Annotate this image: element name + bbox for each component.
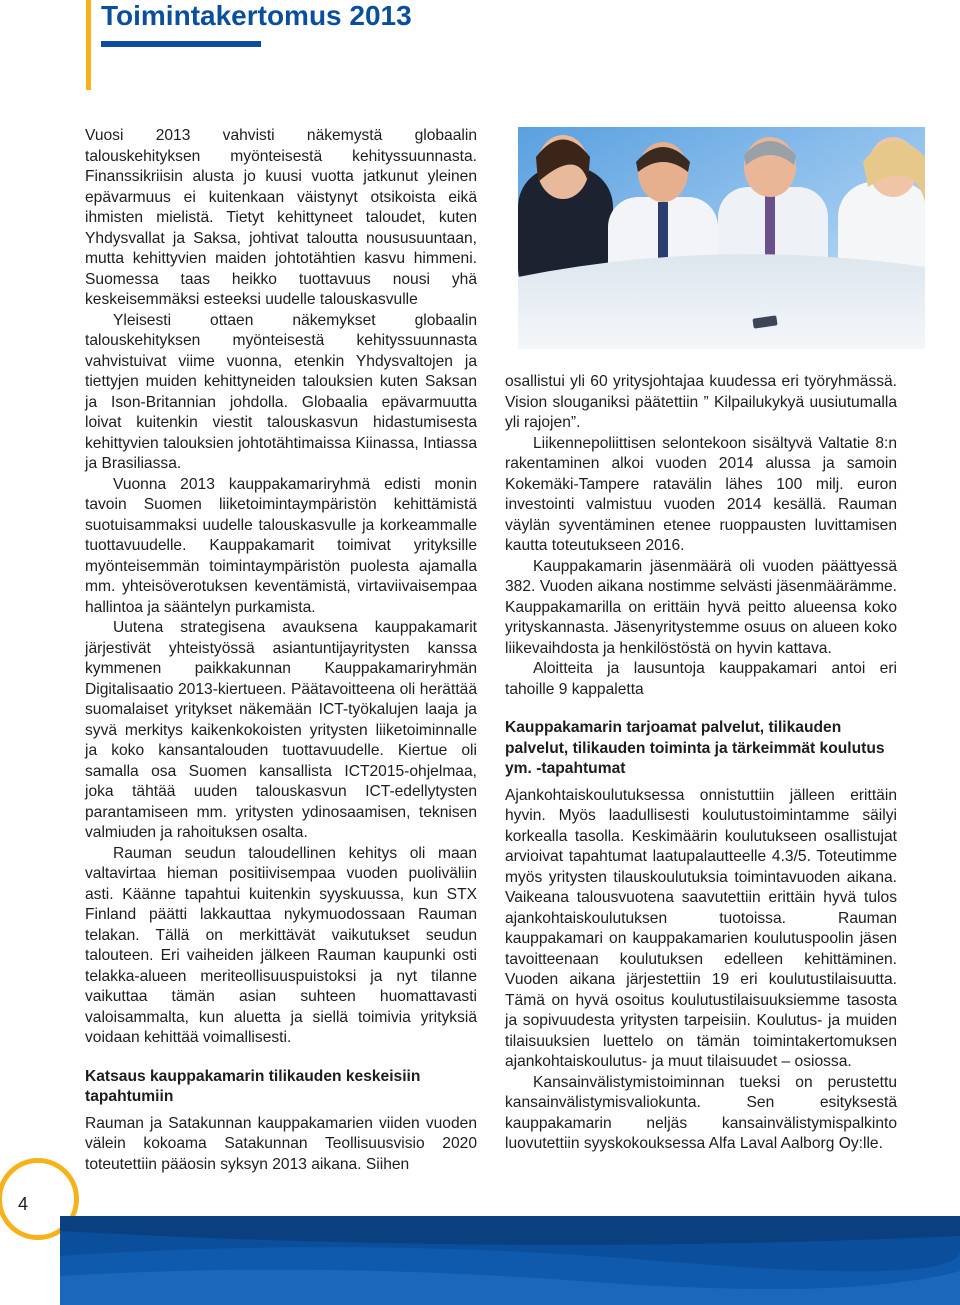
- right-column: [505, 372, 897, 1155]
- paragraph: Vuosi 2013 vahvisti näkemystä globaalin talouskehityksen myönteisestä kehityssuunnasta. Finanssikriisin alusta jo kuusi vuotta jatkunut yleinen epävarmuus ei kuitenkaan väistynyt otsikoista eikä ihmisten mielistä. Tietyt kehittyneet taloudet, kuten Yhdysvallat ja Saksa, johtivat taloutta noususuuntaan, mutta kehittyvien maiden johtotähtien kasvu himmeni. Suomessa taas heikko tuottavuus nousi yhä keskeisemmäksi esteeksi uudelle talouskasvulle: [85, 127, 477, 308]
- business-meeting-photo: [518, 127, 925, 349]
- paragraph: osallistui yli 60 yritysjohtajaa kuudessa eri työryhmässä. Vision slouganiksi päätettiin ” Kilpailukykyä uusiutumalla yli rajojen”.: [505, 373, 897, 431]
- footer-band: [60, 1216, 960, 1305]
- paragraph: Kansainvälistymistoiminnan tueksi on perustettu kansainvälistymisvaliokunta. Sen esityksestä kauppakamarin neljäs kansainvälistymispalkinto luovutettiin syyskokouksessa Alfa Laval Aalborg Oy:lle.: [505, 1073, 897, 1152]
- footer-wave-graphic: [60, 1216, 960, 1305]
- title-underline: [101, 41, 261, 47]
- paragraph: Kauppakamarin jäsenmäärä oli vuoden päättyessä 382. Vuoden aikana nostimme selvästi jäsenmäärämme. Kauppakamarilla on erittäin hyvä peitto alueensa koko yrityskannasta. Jäsenyritystemme osuus on alueen koko liikevaihdosta ja henkilöstöstä on hyvin kattava.: [505, 557, 897, 657]
- paragraph: Uutena strategisena avauksena kauppakamarit järjestivät yhteistyössä asiantuntijayritysten kanssa kymmenen paikkakunnan Kauppakamariryhmän Digitalisaatio 2013-kiertueen. Päätavoitteena oli herättää suomalaiset yritykset näkemään ICT-työkalujen laaja ja syvä merkitys kaikenkokoisten yritysten liiketoiminnalle ja koko kansantalouden tuottavuudelle. Kiertue oli samalla osa Suomen kansallista ICT2015-ohjelmaa, joka tähtää uuden talouskasvun ICT-edellytysten parantamiseen mm. yritysten ydinosaamisen, teknisen valmiuden ja rahoituksen osalta.: [85, 619, 477, 841]
- header-accent-bar: [86, 0, 91, 90]
- section-heading: Katsaus kauppakamarin tilikauden keskeisiin tapahtumiin: [85, 1067, 421, 1105]
- paragraph: Yleisesti ottaen näkemykset globaalin talouskehityksen myönteisestä kehityssuunnasta vahvistuivat viime vuonna, etenkin Yhdysvaltojen ja tiettyjen muiden kehittyneiden talouksien kuten Saksan ja Ison-Britannian johdolla. Globaalia epävarmuutta loivat kuitenkin viestit talouskasvun hidastumisesta kehittyvien talouksien johtotähtimaissa Kiinassa, Intiassa ja Brasiliassa.: [85, 311, 477, 472]
- section-heading: Kauppakamarin tarjoamat palvelut, tilikauden palvelut, tilikauden toiminta ja tärkeimmät koulutus ym. -tapahtumat: [505, 719, 885, 777]
- paragraph: Aloitteita ja lausuntoja kauppakamari antoi eri tahoille 9 kappaletta: [505, 660, 897, 698]
- photo-illustration: [518, 127, 925, 349]
- paragraph: Rauman seudun taloudellinen kehitys oli maan valtavirtaa hieman positiivisempaa vuoden puoliväliin asti. Käänne tapahtui kuitenkin syyskuussa, kun STX Finland päätti lakkauttaa nykymuodossaan Rauman telakan. Tällä on merkittävät vaikutukset seudun talouteen. Eri vaiheiden jälkeen Rauman kaupunki osti telakka-alueen meriteollisuuspuistoksi ja nyt tilanne vaikuttaa tämän asian suhteen huomattavasti valoisammalta, kun aluetta ja siellä toimivia yrityksiä voidaan kehittää voimallisesti.: [85, 844, 477, 1046]
- page-number: 4: [18, 1194, 29, 1214]
- paragraph: Rauman ja Satakunnan kauppakamarien viiden vuoden välein kokoama Satakunnan Teollisuusvisio 2020 toteutettiin pääosin syksyn 2013 aikana. Siihen: [85, 1114, 477, 1173]
- paragraph: Vuonna 2013 kauppakamariryhmä edisti monin tavoin Suomen liiketoimintaympäristön kehittämistä suotuisammaksi uudelle talouskasvulle ja korkeammalle tuottavuudelle. Kauppakamarit toimivat yrityksille myönteisemmän toimintaympäristön puolesta ajamalla mm. yhteisöverotuksen keventämistä, virtaviivaisempaa hallintoa ja sääntelyn purkamista.: [85, 475, 477, 616]
- left-column: [85, 126, 477, 1175]
- paragraph: Liikennepoliittisen selontekoon sisältyvä Valtatie 8:n rakentaminen alkoi vuoden 2014 alussa ja samoin Kokemäki-Tampere ratavälin lähes 100 milj. euron investointi valmistuu vuoden 2014 kesällä. Rauman väylän syventäminen etenee ruoppausten luvittamisen kautta toteutukseen 2016.: [505, 434, 897, 554]
- page-title: Toimintakertomus 2013: [101, 0, 412, 31]
- paragraph: Ajankohtaiskoulutuksessa onnistuttiin jälleen erittäin hyvin. Myös laadullisesti koulutustoimintamme säilyi korkealla tasolla. Keskimäärin koulutukseen osallistujat arvioivat tapahtumat laatupalautteelle 4.3/5. Toteutimme myös yritysten tilauskoulutuksia toimintavuoden aikana. Vaikeana talousvuotena saavutettiin erittäin hyvä tulos ajankohtaiskoulutuksen tuotoissa. Rauman kauppakamari on kauppakamarien koulutuspoolin jäsen tavoitteenaan koulutuksen edelleen kehittäminen. Vuoden aikana järjestettiin 19 eri koulutustilaisuutta. Tämä on hyvä osoitus koulutustilaisuuksiemme tasosta ja sopivuudesta yritysten tarpeisiin. Koulutus- ja muiden tilaisuuksien luettelo on tämän toimintakertomuksen ajankohtaiskoulutus- ja muut tilaisuudet – osiossa.: [505, 786, 897, 1070]
